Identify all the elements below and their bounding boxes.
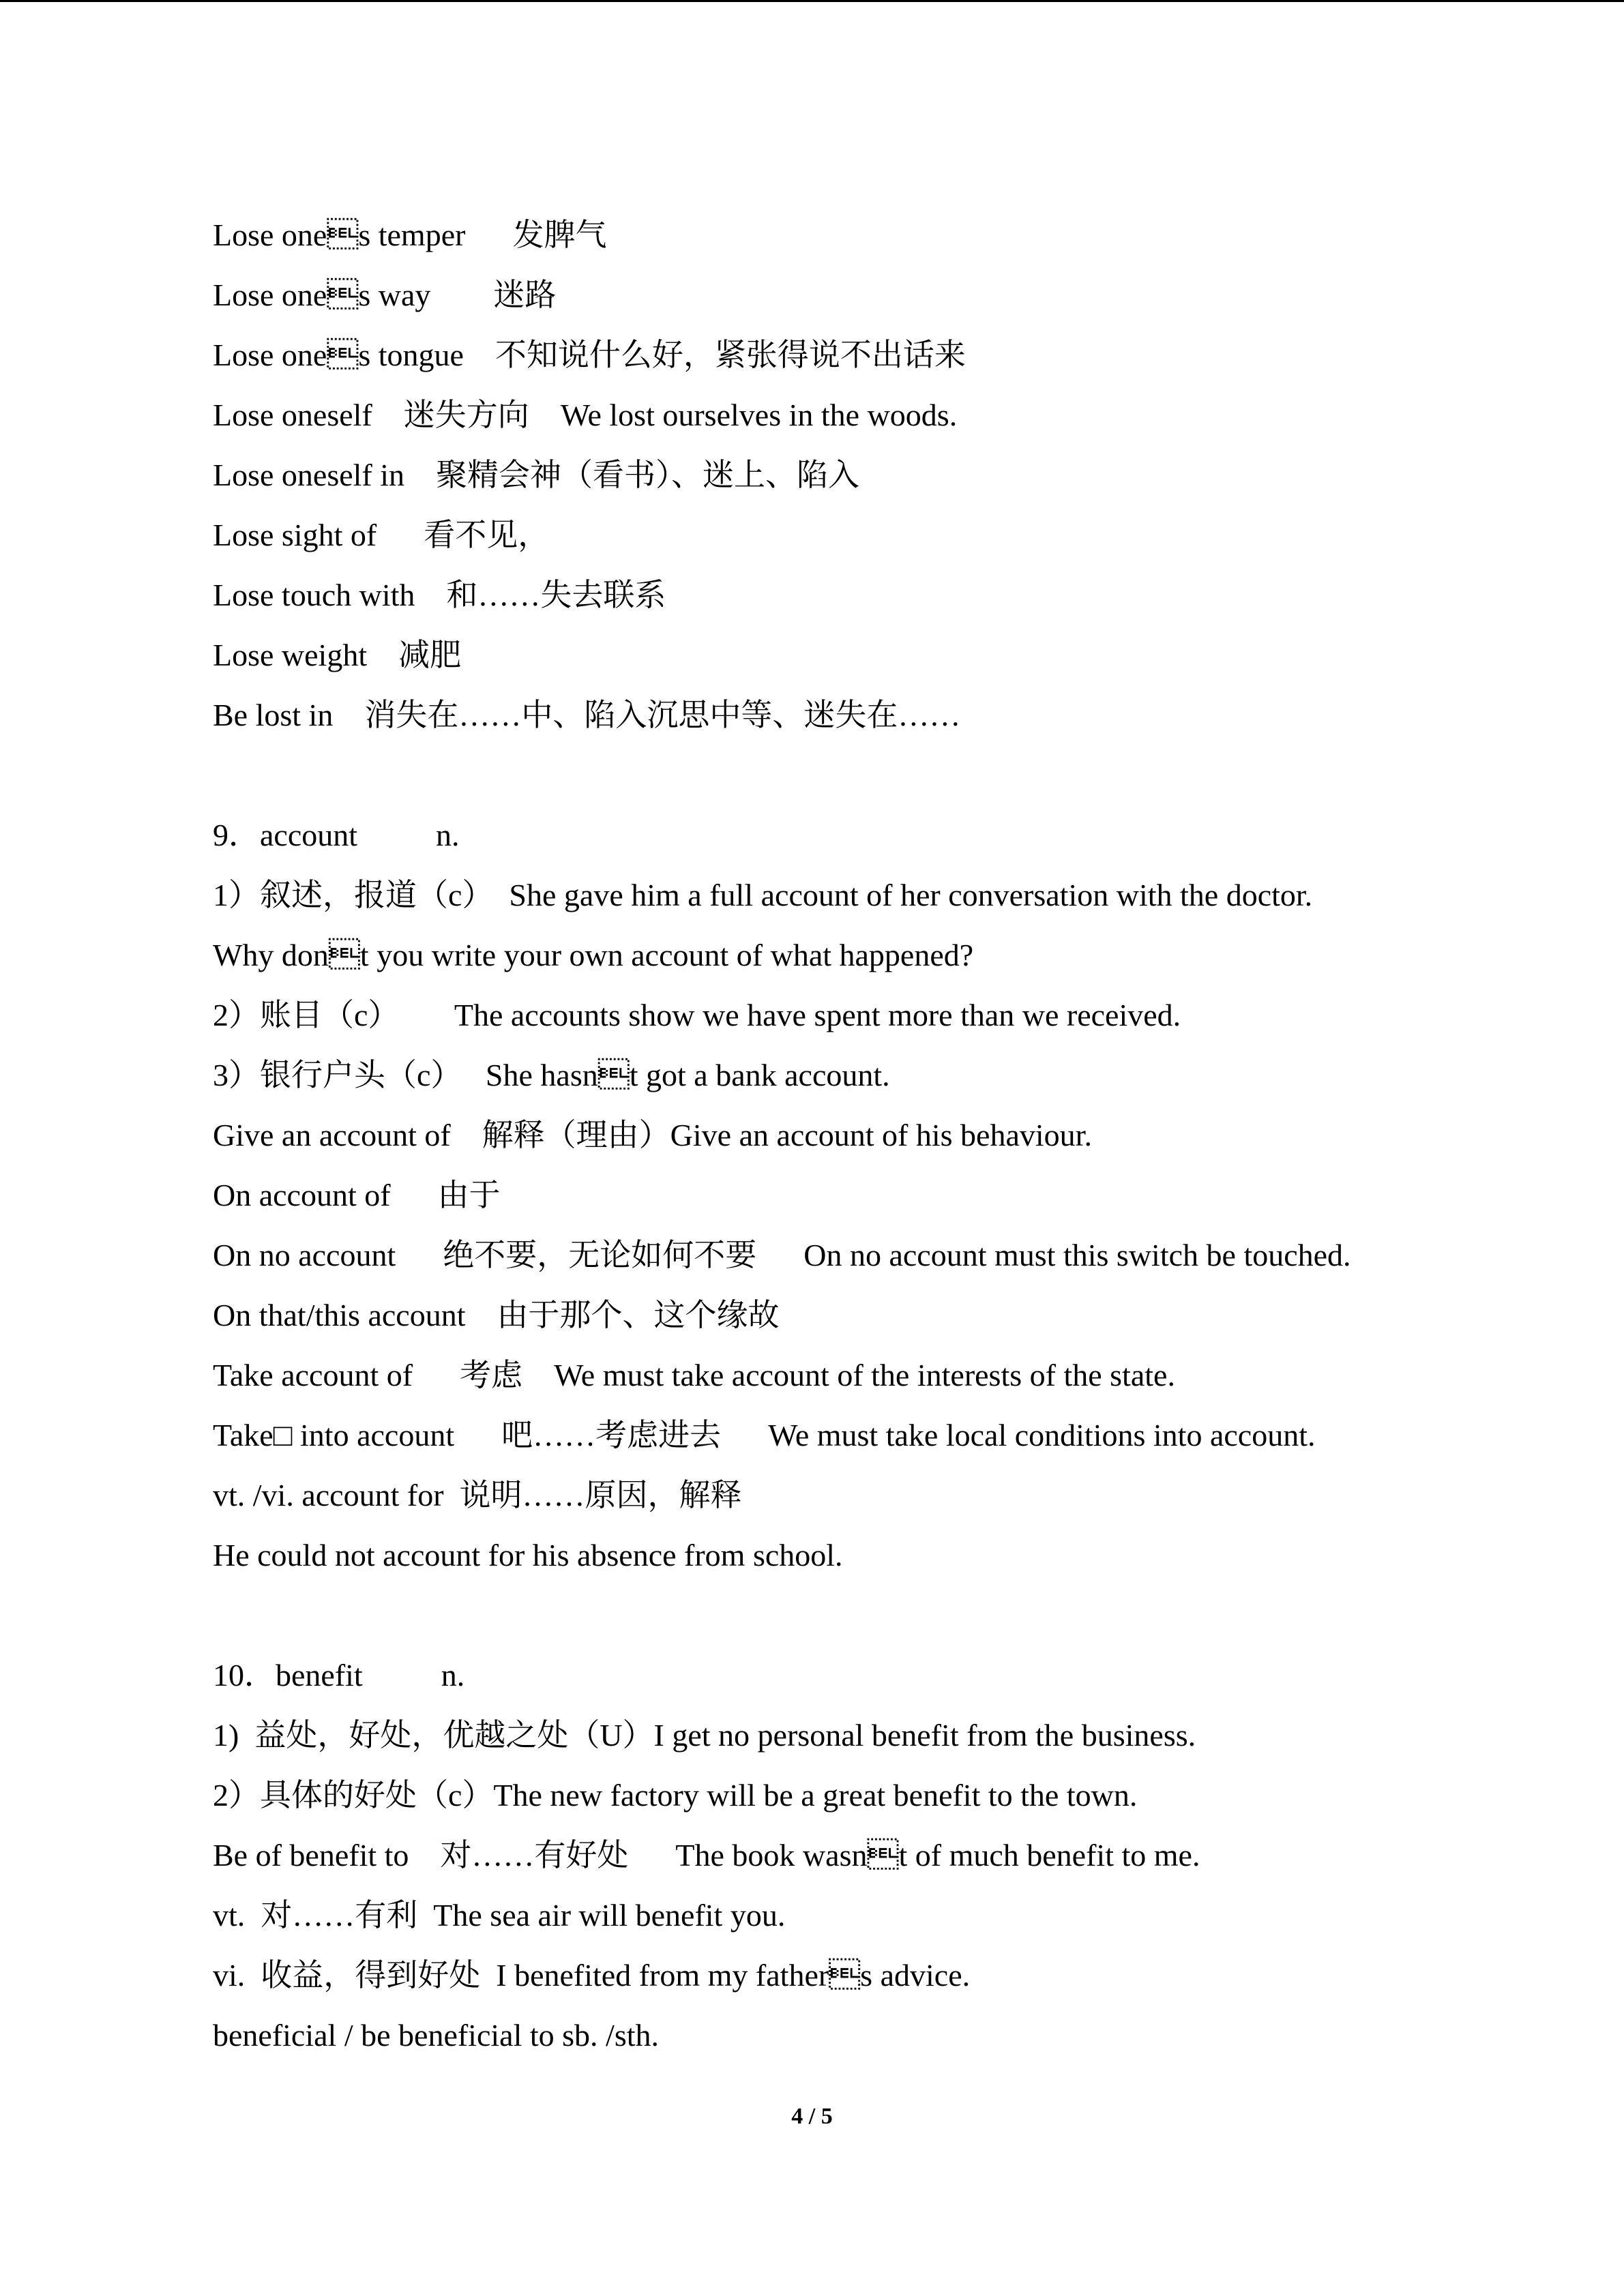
definition-line: Take□ into account 吧……考虑进去 We must take local conditions into account.: [213, 1418, 1316, 1452]
definition-line: 2）具体的好处（c）The new factory will be a great benefit to the town.: [213, 1778, 1138, 1813]
definition-line: Take account of 考虑 We must take account of the interests of the state.: [213, 1358, 1175, 1392]
phrase-line: Lose ones temper 发脾气: [213, 218, 607, 252]
lose-phrases-section: [213, 205, 1509, 745]
definition-line: On no account 绝不要，无论如何不要 On no account must this switch be touched.: [213, 1238, 1351, 1272]
definition-line: vt. 对……有利 The sea air will benefit you.: [213, 1898, 786, 1933]
definition-line: Give an account of 解释（理由）Give an account of his behaviour.: [213, 1118, 1092, 1152]
phrase-line: Lose weight 减肥: [213, 638, 462, 672]
definition-line: vi. 收益，得到好处 I benefited from my fathers advice.: [213, 1958, 971, 1993]
definition-line: 3）银行户头（c） She hasnt got a bank account.: [213, 1058, 890, 1092]
phrase-line: Be lost in 消失在……中、陷入沉思中等、迷失在……: [213, 698, 961, 732]
account-heading: 9．account n.: [213, 818, 460, 852]
definition-line: On that/this account 由于那个、这个缘故: [213, 1298, 780, 1332]
definition-line: 1) 益处，好处，优越之处（U）I get no personal benefit from the business.: [213, 1718, 1196, 1753]
definition-line: Why dont you write your own account of what happened?: [213, 938, 974, 972]
section-spacer: [213, 1585, 1509, 1645]
phrase-line: Lose touch with 和……失去联系: [213, 578, 666, 612]
definition-line: 2）账目（c） The accounts show we have spent more than we received.: [213, 998, 1181, 1032]
definition-line: 1）叙述，报道（c） She gave him a full account of her conversation with the doctor.: [213, 878, 1313, 912]
definition-line: On account of 由于: [213, 1178, 501, 1212]
benefit-section: [213, 1645, 1509, 2066]
benefit-heading: 10．benefit n.: [213, 1658, 465, 1693]
definition-line: He could not account for his absence from school.: [213, 1538, 843, 1572]
phrase-line: Lose oneself 迷失方向 We lost ourselves in the woods.: [213, 398, 958, 432]
definition-line: Be of benefit to 对……有好处 The book wasnt of much benefit to me.: [213, 1838, 1200, 1873]
page-number: 4 / 5: [791, 2104, 833, 2129]
phrase-line: Lose sight of 看不见，: [213, 518, 550, 552]
section-spacer: [213, 745, 1509, 805]
definition-line: beneficial / be beneficial to sb. /sth.: [213, 2018, 659, 2053]
definition-line: vt. /vi. account for 说明……原因，解释: [213, 1478, 742, 1512]
phrase-line: Lose ones way 迷路: [213, 278, 557, 312]
phrase-line: Lose oneself in 聚精会神（看书）、迷上、陷入: [213, 458, 860, 492]
page-content: [213, 205, 1509, 2066]
account-section: [213, 805, 1509, 1585]
phrase-line: Lose ones tongue 不知说什么好，紧张得说不出话来: [213, 338, 966, 372]
